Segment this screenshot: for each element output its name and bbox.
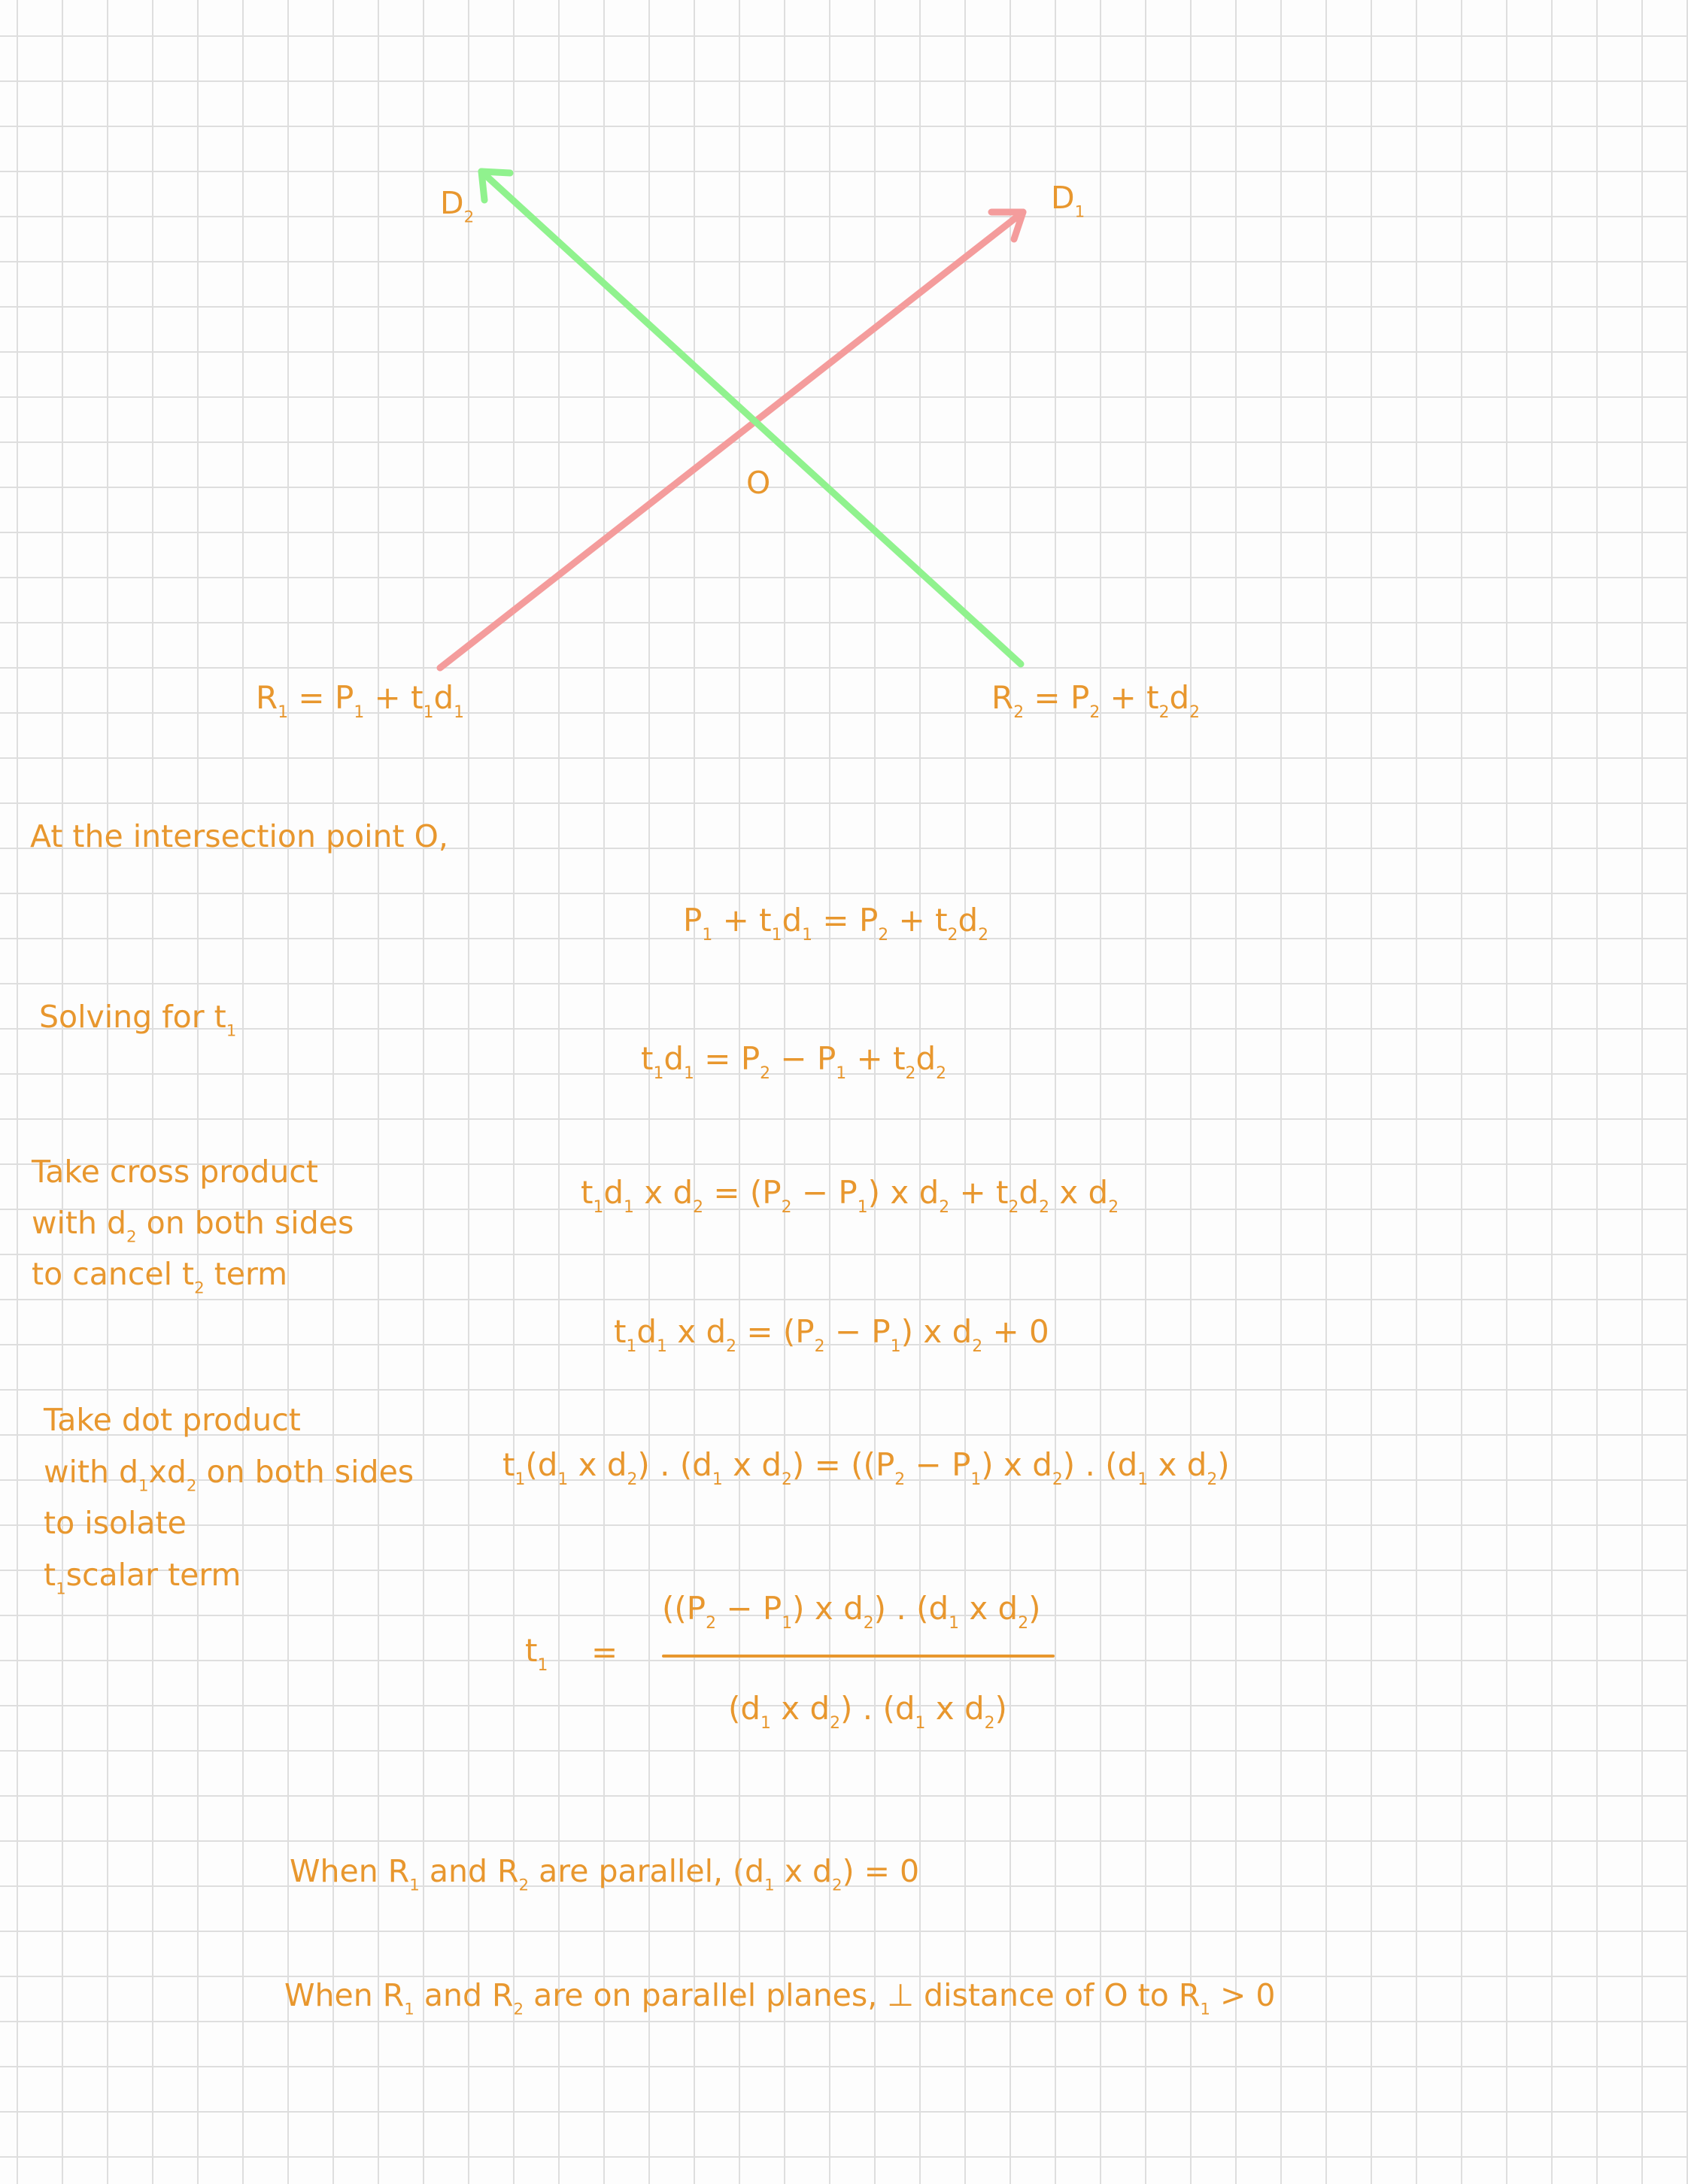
conclusion-parallel: When $R_1$ and $R_2$ are parallel, ($d_1$ x $d_2) = 0$ xyxy=(290,1853,920,1895)
equation-1: $P_1 + t_1d_1 = P_2 + t_2d_2$ xyxy=(683,902,988,945)
label-d2: $D_2$ xyxy=(440,185,475,227)
equation-5: $t_1(d_1$ x $d_2$) . ($d_1$ x $d_2) = ((P_2 - P_1)$ x $d_2$) . ($d_1$ x $d_2$) xyxy=(502,1446,1230,1489)
note-intersection: At the intersection point O, xyxy=(30,818,448,854)
label-r1-equation: $R_1 = P_1 + t_1d_1$ xyxy=(256,679,465,722)
fraction-bar xyxy=(662,1655,1055,1658)
note-cross-line2: with $d_2$ on both sides xyxy=(32,1205,354,1247)
note-dot-line3: to isolate xyxy=(44,1505,187,1541)
note-dot-line4: $t_1scalar$ term xyxy=(44,1557,241,1599)
fraction-lhs: $t_1$ xyxy=(525,1632,548,1675)
equation-2: $t_1d_1 = P_2 - P_1 + t_2d_2$ xyxy=(641,1040,946,1083)
note-dot-line1: Take dot product xyxy=(44,1402,301,1438)
label-r2-equation: $R_2 = P_2 + t_2d_2$ xyxy=(991,679,1201,722)
label-d1: $D_1$ xyxy=(1051,180,1085,222)
ray-r2-line xyxy=(481,171,1021,664)
equation-3: $t_1d_1$ x $d_2 = (P_2 - P_1)$ x $d_2 + t_2d_2$ x $d_2$ xyxy=(581,1174,1119,1217)
note-cross-line3: to cancel $t_2$ term xyxy=(32,1256,288,1298)
fraction-numerator: ($(P_2 - P_1)$ x $d_2$) . ($d_1$ x $d_2$) xyxy=(662,1590,1041,1633)
ray-r1-line xyxy=(440,212,1023,668)
conclusion-parallel-planes: When $R_1$ and $R_2$ are on parallel planes, ⊥ distance of O to $R_1 > 0$ xyxy=(284,1977,1276,2019)
fraction-denominator: ($d_1$ x $d_2$) . ($d_1$ x $d_2$) xyxy=(728,1690,1007,1733)
fraction-equals: = xyxy=(591,1633,618,1670)
note-cross-line1: Take cross product xyxy=(32,1154,318,1190)
note-dot-line2: with $d_1xd_2$ on both sides xyxy=(44,1454,414,1496)
equation-4: $t_1d_1$ x $d_2 = (P_2 - P_1)$ x $d_2 + 0$ xyxy=(614,1313,1049,1356)
label-intersection-o: O xyxy=(746,465,771,501)
note-solving: Solving for $t_1$ xyxy=(39,999,237,1041)
